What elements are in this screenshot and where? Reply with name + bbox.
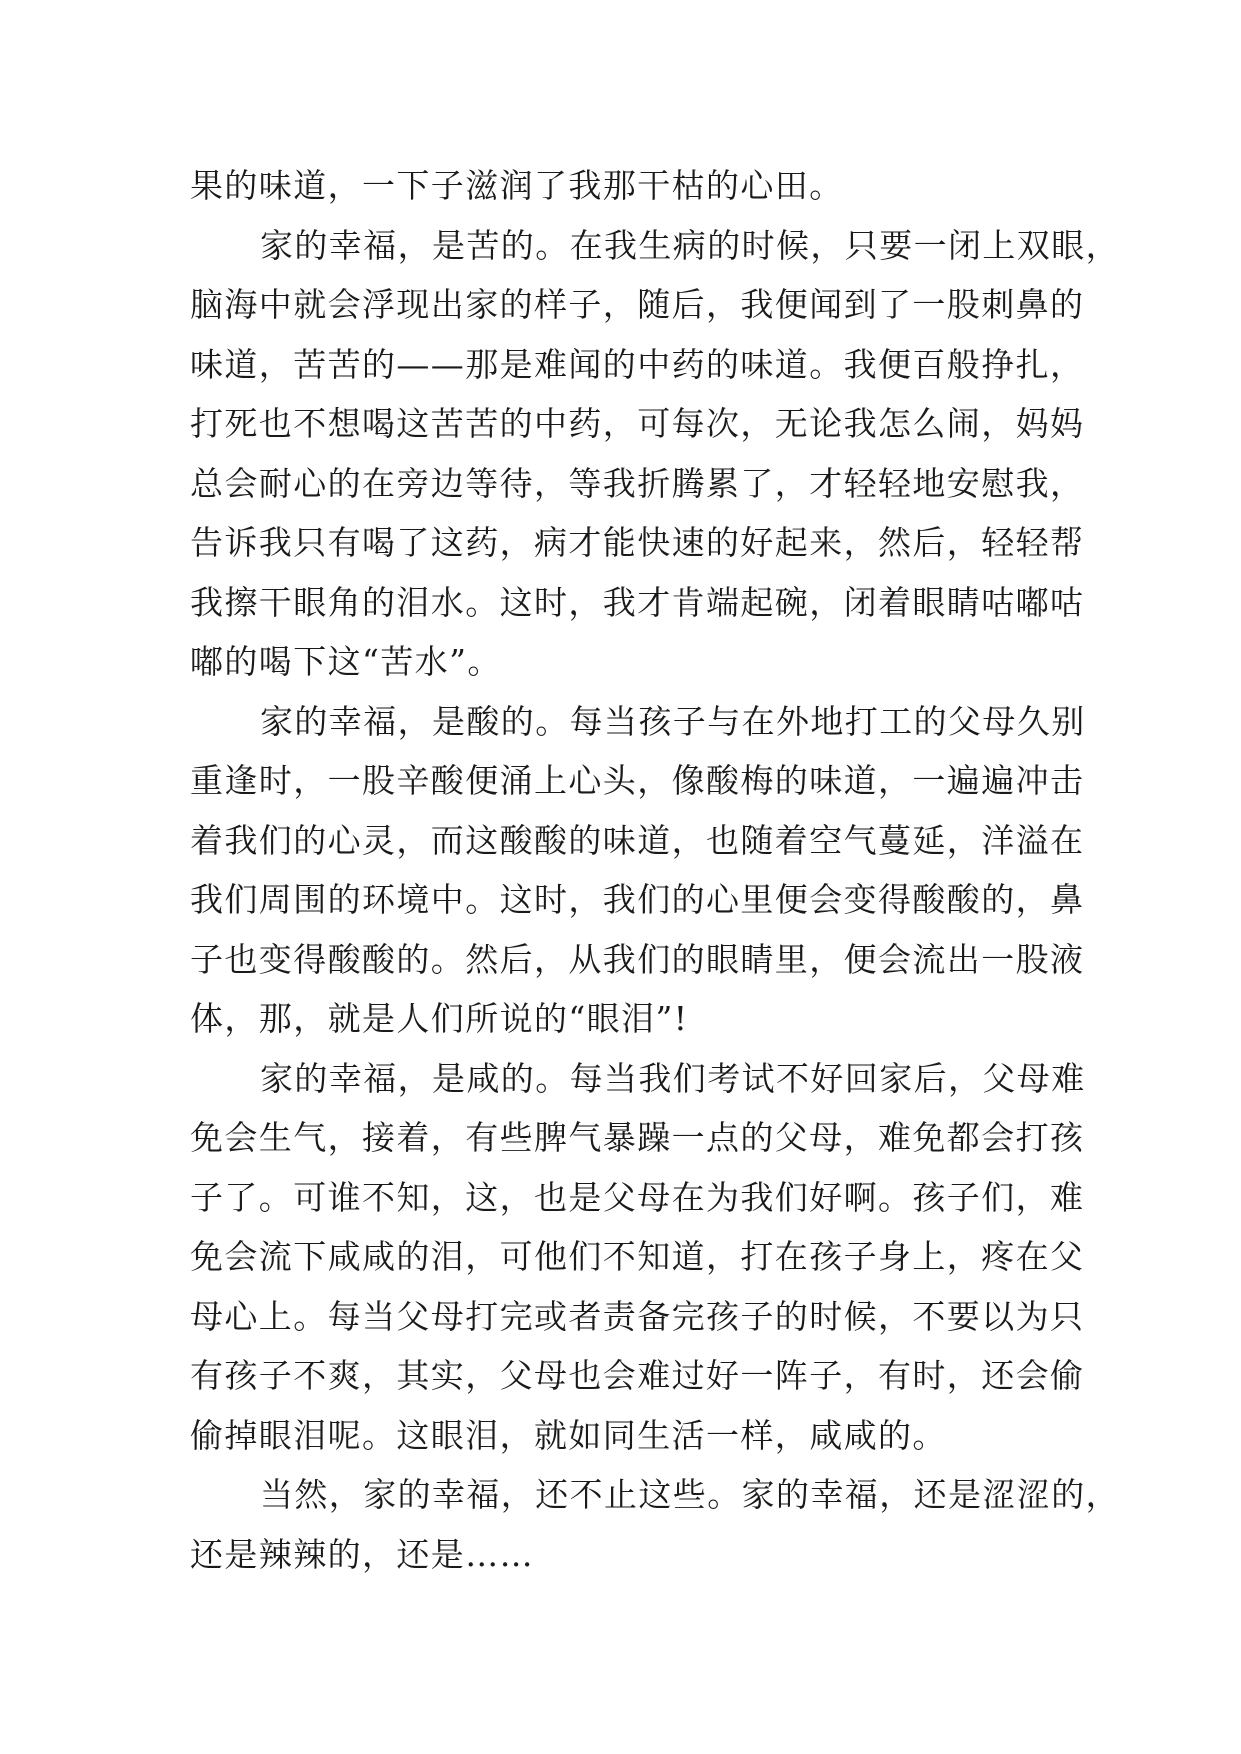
text-line: 还是辣辣的，还是…… (190, 1534, 534, 1574)
text-line: 偷掉眼泪呢。这眼泪，就如同生活一样，咸咸的。 (190, 1415, 947, 1455)
text-line: 味道，苦苦的——那是难闻的中药的味道。我便百般挣扎， (190, 344, 1085, 384)
text-line: 打死也不想喝这苦苦的中药，可每次，无论我怎么闹，妈妈 (190, 404, 1085, 443)
paragraph-first-line: 当然，家的幸福，还不止这些。家的幸福，还是涩涩的， (260, 1475, 1120, 1514)
text-line: 我擦干眼角的泪水。这时，我才肯端起碗，闭着眼睛咕嘟咕 (190, 582, 1085, 622)
text-line: 脑海中就会浮现出家的样子，随后，我便闻到了一股刺鼻的 (190, 285, 1085, 324)
paragraph-first-line: 家的幸福，是酸的。每当孩子与在外地打工的父母久别 (260, 701, 1086, 741)
text-line: 重逢时，一股辛酸便涌上心头，像酸梅的味道，一遍遍冲击 (190, 761, 1085, 800)
text-line: 告诉我只有喝了这药，病才能快速的好起来，然后，轻轻帮 (190, 523, 1085, 562)
text-line: 果的味道，一下子滋润了我那干枯的心田。 (190, 166, 844, 205)
text-line: 母心上。每当父母打完或者责备完孩子的时候，不要以为只 (190, 1296, 1085, 1336)
text-line: 免会流下咸咸的泪，可他们不知道，打在孩子身上，疼在父 (190, 1237, 1085, 1276)
text-line: 体，那，就是人们所说的“眼泪”! (190, 999, 689, 1038)
paragraph-first-line: 家的幸福，是咸的。每当我们考试不好回家后，父母难 (260, 1058, 1086, 1098)
text-line: 着我们的心灵，而这酸酸的味道，也随着空气蔓延，洋溢在 (190, 820, 1085, 860)
text-line: 子了。可谁不知，这，也是父母在为我们好啊。孩子们，难 (190, 1177, 1085, 1217)
text-line: 免会生气，接着，有些脾气暴躁一点的父母，难免都会打孩 (190, 1118, 1085, 1157)
document-body (190, 156, 1120, 1584)
text-line: 有孩子不爽，其实，父母也会难过好一阵子，有时，还会偷 (190, 1356, 1085, 1395)
text-line: 我们周围的环境中。这时，我们的心里便会变得酸酸的，鼻 (190, 880, 1085, 919)
text-line: 嘟的喝下这“苦水”。 (190, 642, 502, 681)
paragraph-first-line: 家的幸福，是苦的。在我生病的时候，只要一闭上双眼， (260, 225, 1120, 265)
text-line: 总会耐心的在旁边等待，等我折腾累了，才轻轻地安慰我， (190, 463, 1085, 503)
text-line: 子也变得酸酸的。然后，从我们的眼睛里，便会流出一股液 (190, 939, 1085, 979)
